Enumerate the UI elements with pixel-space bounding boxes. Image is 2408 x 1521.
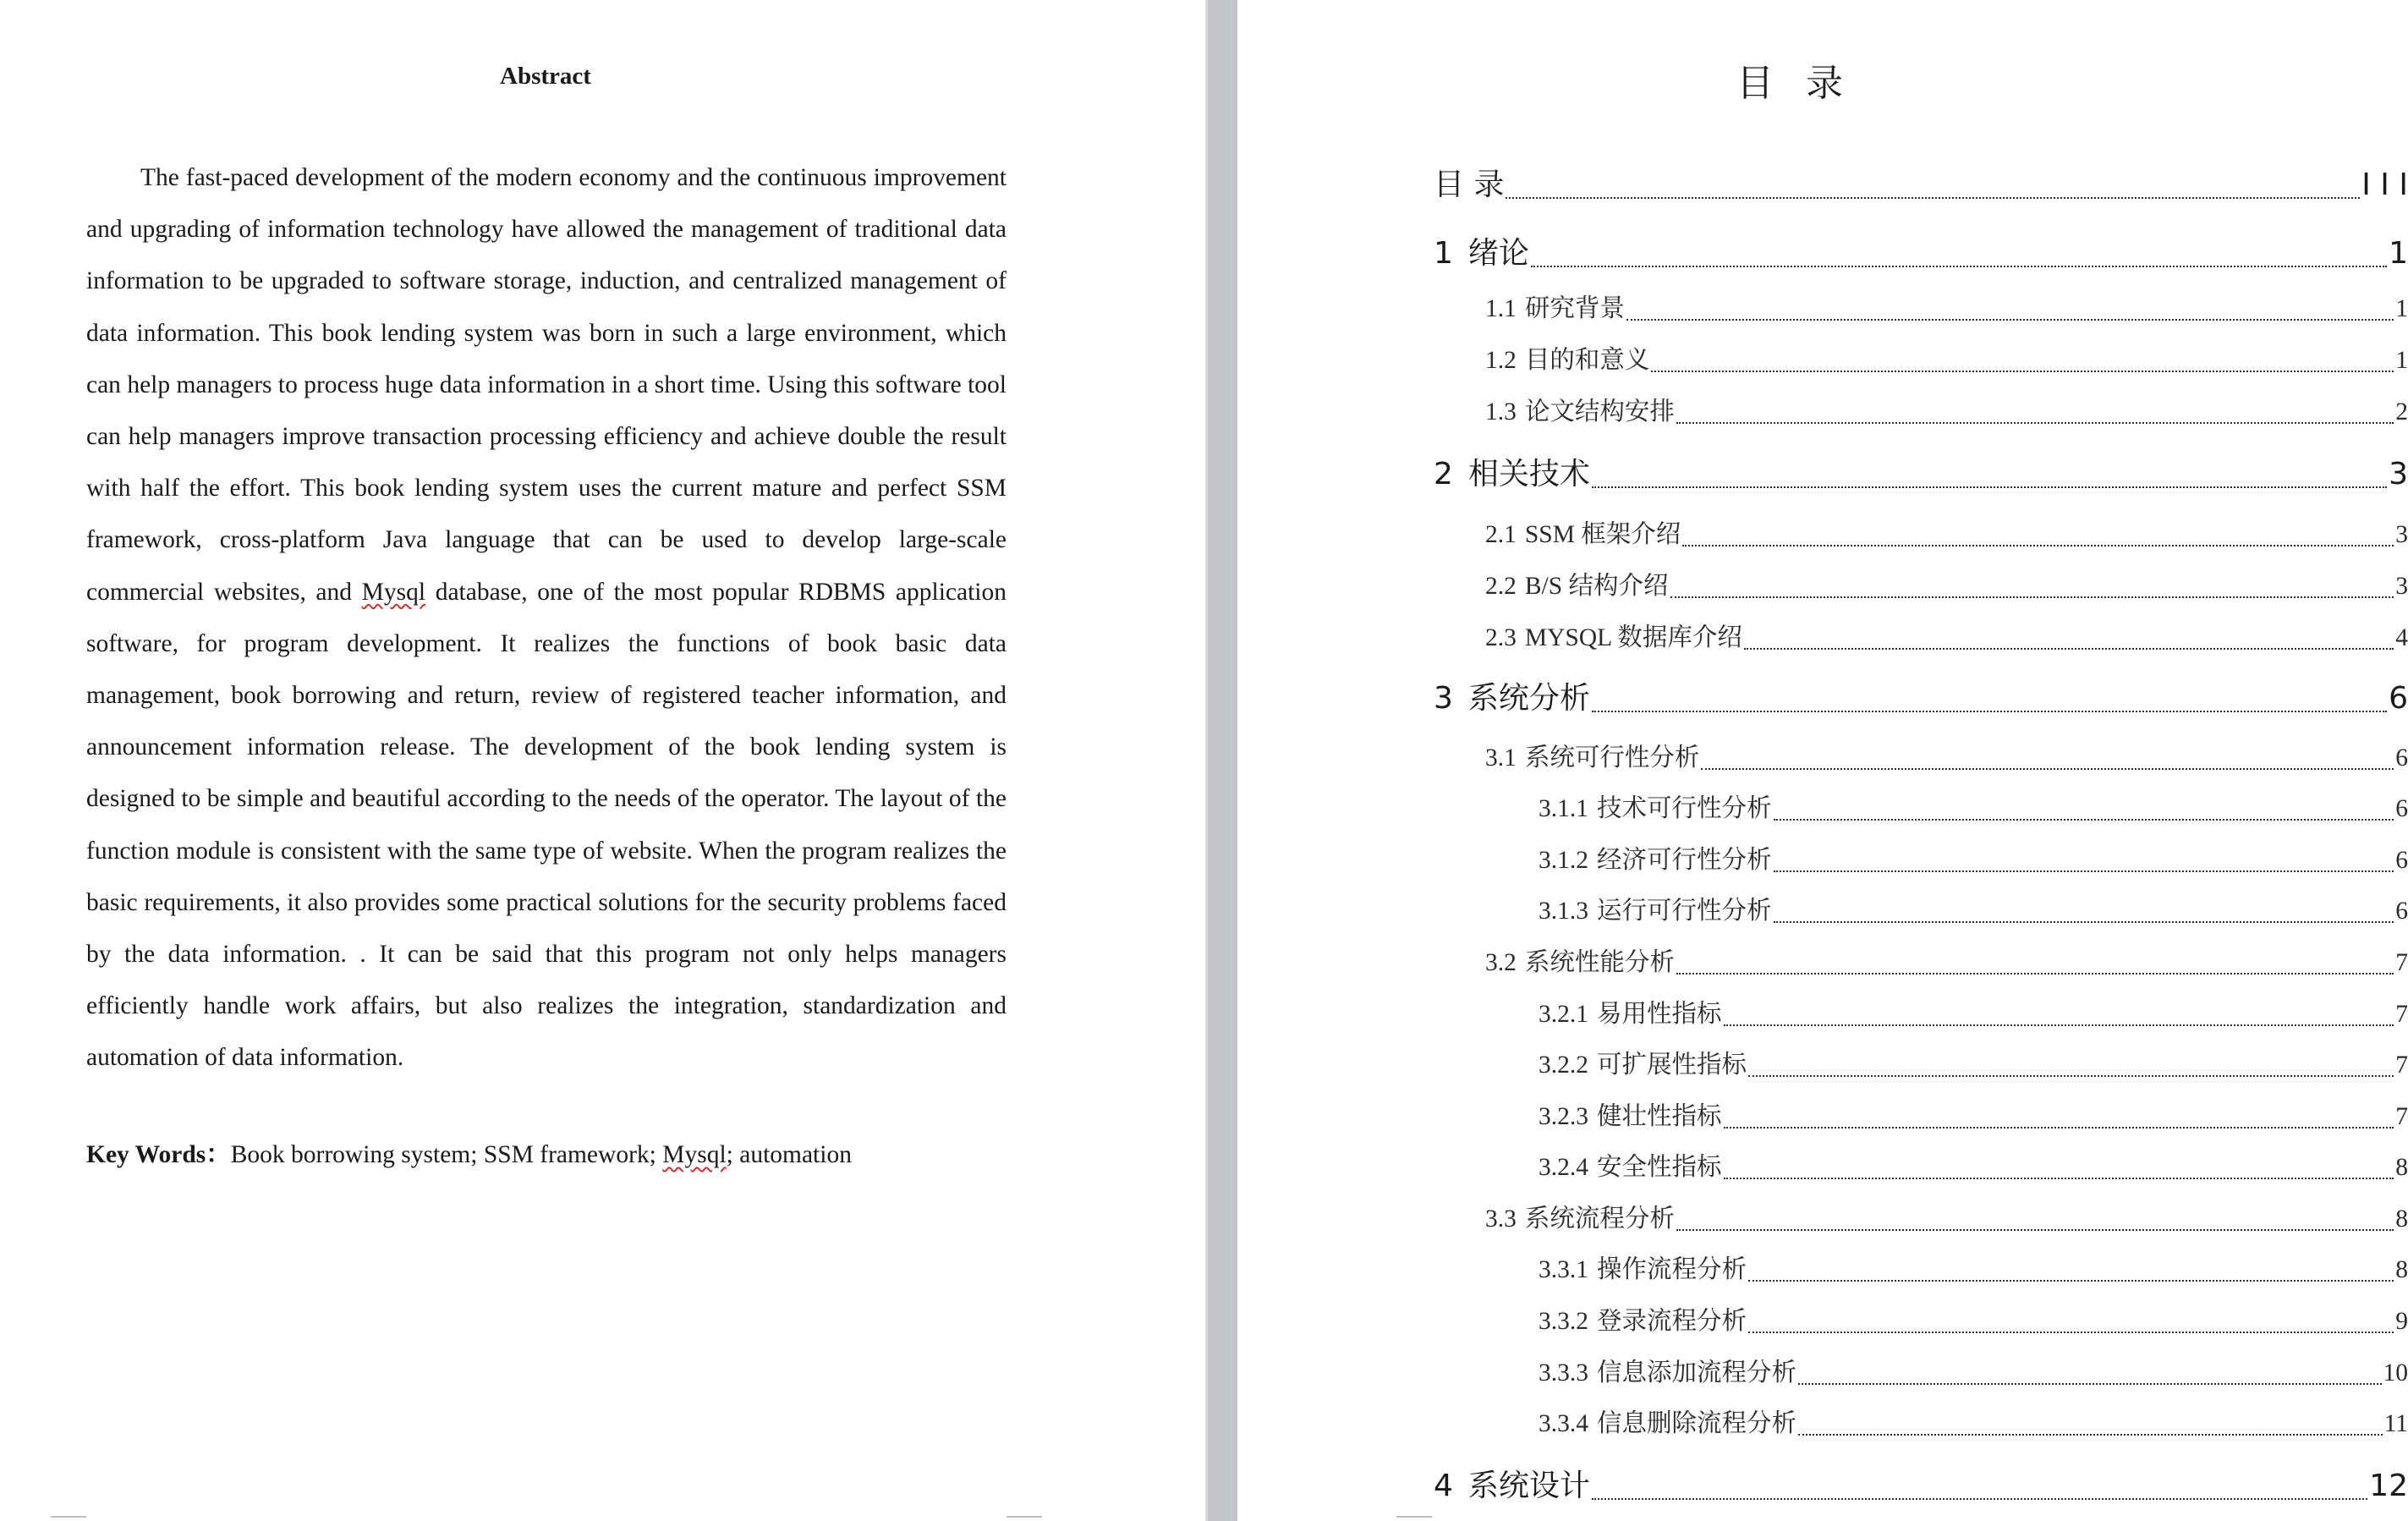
toc-entry-number: 1.3 <box>1485 398 1517 426</box>
toc-entry-title <box>1539 1249 1747 1285</box>
toc-entry[interactable] <box>1539 1301 2408 1337</box>
toc-entry-number: 3.2 <box>1485 949 1517 976</box>
toc-entry-number: 2 <box>1434 457 1453 491</box>
toc-entry-label: 系统分析 <box>1467 681 1590 716</box>
toc-entry-page: 10 <box>2383 1359 2408 1386</box>
toc-leader-dots <box>1531 250 2387 267</box>
toc-entry[interactable] <box>1434 161 2408 204</box>
toc-leader-dots <box>1682 532 2394 546</box>
abstract-body <box>86 152 1007 1084</box>
toc-leader-dots <box>1724 1114 2394 1128</box>
toc-entry-title <box>1539 1403 1796 1439</box>
toc-entry-label: 安全性指标 <box>1597 1154 1722 1181</box>
toc-entry-label: B/S 结构介绍 <box>1524 573 1669 600</box>
toc-entry-page: 8 <box>2395 1256 2408 1283</box>
toc-entry-label: 登录流程分析 <box>1597 1308 1747 1335</box>
toc-title: 目 录 <box>1736 62 1853 105</box>
toc-entry-title <box>1485 392 1675 427</box>
toc-entry-page: 3 <box>2395 521 2408 548</box>
toc-entry[interactable] <box>1485 392 2408 427</box>
toc-entry-label: 信息删除流程分析 <box>1597 1410 1797 1437</box>
toc-entry-title <box>1434 161 1504 204</box>
toc-entry-page: 7 <box>2395 1052 2408 1079</box>
toc-entry-label: 相关技术 <box>1467 457 1590 491</box>
toc-entry-page: 2 <box>2395 398 2408 426</box>
page-corner-mark <box>1007 1516 1042 1518</box>
toc-entry-label: SSM 框架介绍 <box>1524 521 1681 548</box>
abstract-body-text: The fast-paced development of the modern economy and the continuous improvement and upgrading of information technology have allowed the management of traditional data information to be upgraded to software storage, induction, and centralized management of data information. This book lending system was born in such a large environment, which can help managers to process huge data information in a short time. Using this software tool can help managers improve transaction processing efficiency and achieve double the result with half the effort. This book lending system uses the current mature and perfect SSM framework, cross-platform Java language that can be used to develop large-scale commercial websites, and <box>86 164 1007 606</box>
toc-entry-number: 1.1 <box>1485 295 1517 322</box>
toc-entry-number: 1.2 <box>1485 347 1517 374</box>
toc-entry-page: 1 <box>2389 236 2408 271</box>
toc-entry-label: 可扩展性指标 <box>1597 1052 1747 1079</box>
toc-entry-number: 3.3.2 <box>1539 1308 1588 1335</box>
toc-entry-label: 绪论 <box>1467 236 1529 271</box>
toc-entry[interactable] <box>1485 514 2408 550</box>
toc-entry-number: 3.2.2 <box>1539 1052 1588 1079</box>
toc-entry-page: 3 <box>2389 457 2408 491</box>
toc-entry[interactable] <box>1434 674 2408 717</box>
toc-entry-title <box>1485 942 1675 978</box>
misspelled-word-mysql[interactable]: Mysql <box>361 578 426 606</box>
toc-entry[interactable] <box>1434 450 2408 493</box>
page-corner-mark <box>51 1516 86 1518</box>
toc-leader-dots <box>1701 755 2394 770</box>
toc-entry-number: 2.3 <box>1485 624 1517 651</box>
toc-entry-number: 3.3.1 <box>1539 1256 1588 1283</box>
toc-leader-dots <box>1651 358 2394 372</box>
toc-entry[interactable] <box>1434 229 2408 272</box>
misspelled-keyword-mysql[interactable]: Mysql <box>662 1141 727 1168</box>
toc-entry-title <box>1539 1353 1796 1388</box>
toc-entry[interactable] <box>1539 994 2408 1030</box>
toc-entry-number: 4 <box>1434 1469 1453 1503</box>
toc-entry[interactable] <box>1539 1045 2408 1080</box>
toc-entry-label: 系统设计 <box>1467 1469 1590 1503</box>
toc-entry-title <box>1485 618 1742 653</box>
toc-entry-number: 3.2.4 <box>1539 1154 1588 1181</box>
toc-entry-label: 操作流程分析 <box>1597 1256 1747 1283</box>
toc-entry[interactable] <box>1539 840 2408 876</box>
toc-entry-page: 9 <box>2395 1308 2408 1335</box>
toc-entry-page: 3 <box>2395 573 2408 600</box>
toc-leader-dots <box>1744 635 2394 650</box>
toc-entry-title <box>1434 1462 1590 1505</box>
toc-entry-number: 1 <box>1434 236 1453 271</box>
toc-leader-dots <box>1774 909 2394 923</box>
page-corner-mark <box>1396 1516 1432 1518</box>
toc-entry-title <box>1539 1045 1747 1080</box>
toc-entry-label: 运行可行性分析 <box>1597 898 1772 925</box>
toc-entry-number: 3.3.3 <box>1539 1359 1588 1386</box>
toc-entry-label: 系统性能分析 <box>1524 949 1675 976</box>
toc-entry-label: 信息添加流程分析 <box>1597 1359 1797 1386</box>
toc-entry[interactable] <box>1485 288 2408 324</box>
toc-page <box>1237 0 2406 1521</box>
toc-entry-number: 3.2.3 <box>1539 1103 1588 1130</box>
toc-entry-page: 8 <box>2395 1205 2408 1233</box>
toc-entry-title <box>1539 891 1772 926</box>
toc-entry-page: 12 <box>2369 1469 2408 1503</box>
toc-entry-title <box>1485 566 1669 601</box>
toc-leader-dots <box>1670 584 2394 598</box>
keywords-text: Book borrowing system; SSM framework; <box>230 1141 663 1168</box>
toc-entry[interactable] <box>1539 1096 2408 1132</box>
toc-entry-page: 4 <box>2395 624 2408 651</box>
toc-leader-dots <box>1724 1012 2394 1026</box>
toc-entry-number: 3.3 <box>1485 1205 1517 1233</box>
toc-entry-title <box>1434 450 1590 493</box>
toc-leader-dots <box>1748 1267 2394 1282</box>
toc-entry-page: 6 <box>2395 795 2408 822</box>
toc-entry-title <box>1539 994 1722 1030</box>
toc-entry-page: 11 <box>2383 1410 2408 1437</box>
toc-entry[interactable] <box>1485 1199 2408 1234</box>
toc-entry-label: 目的和意义 <box>1524 347 1650 374</box>
toc-leader-dots <box>1748 1063 2394 1077</box>
toc-entry-number: 3.1.1 <box>1539 795 1588 822</box>
toc-leader-dots <box>1592 695 2387 712</box>
toc-entry-page: 6 <box>2389 681 2408 716</box>
toc-entry-label: 易用性指标 <box>1597 1001 1722 1028</box>
toc-entry-title <box>1485 288 1625 324</box>
toc-entry-title <box>1539 788 1772 824</box>
toc-entry-page: 7 <box>2395 949 2408 976</box>
toc-leader-dots <box>1592 471 2387 488</box>
toc-entry-page: 8 <box>2395 1154 2408 1181</box>
toc-entry-page: 6 <box>2395 898 2408 925</box>
toc-leader-dots <box>1774 858 2394 872</box>
toc-entry[interactable] <box>1485 566 2408 601</box>
keywords-label: Key Words： <box>86 1141 231 1168</box>
toc-leader-dots <box>1748 1319 2394 1333</box>
toc-leader-dots <box>1724 1165 2394 1179</box>
toc-leader-dots <box>1626 306 2394 321</box>
toc-entry-page: 7 <box>2395 1103 2408 1130</box>
toc-leader-dots <box>1774 806 2394 821</box>
keywords-line <box>86 1136 1017 1173</box>
abstract-body-text-cont: database, one of the most popular RDBMS application software, for program development. It realizes the functions of book basic data management, book borrowing and return, review of registered teacher information, and announcement information release. The development of the book lending system is designed to be simple and beautiful according to the needs of the operator. The layout of the function module is consistent with the same type of website. When the program realizes the basic requirements, it also provides some practical solutions for the security problems faced by the data information. . It can be said that this program not only helps managers efficiently handle work affairs, but also realizes the integration, standardization and automation of data information. <box>86 578 1007 1072</box>
toc-entry-number: 3.1 <box>1485 744 1517 771</box>
toc-entry-number: 3.3.4 <box>1539 1410 1588 1437</box>
toc-entry-title <box>1539 840 1772 876</box>
toc-entry-title <box>1485 340 1649 376</box>
toc-entry[interactable] <box>1485 738 2408 773</box>
toc-entry-number: 2.1 <box>1485 521 1517 548</box>
toc-entry[interactable] <box>1485 618 2408 653</box>
toc-entry-label: 目 录 <box>1434 167 1505 202</box>
toc-entry[interactable] <box>1539 1249 2408 1285</box>
gutter-edge <box>1205 0 1208 1521</box>
toc-entry-label: 论文结构安排 <box>1524 398 1675 426</box>
toc-entry[interactable] <box>1539 1403 2408 1439</box>
toc-entry[interactable] <box>1434 1462 2408 1505</box>
toc-leader-dots <box>1676 409 2394 424</box>
toc-entry-label: MYSQL 数据库介绍 <box>1524 624 1742 651</box>
toc-leader-dots <box>1506 182 2360 199</box>
toc-entry-page: 1 <box>2395 347 2408 374</box>
toc-entry-page: 1 <box>2395 295 2408 322</box>
toc-entry-label: 系统可行性分析 <box>1524 744 1700 771</box>
toc-entry-label: 技术可行性分析 <box>1597 795 1772 822</box>
page-gutter <box>1205 0 1237 1521</box>
toc-entry-title <box>1485 514 1681 550</box>
toc-entry-label: 研究背景 <box>1524 295 1625 322</box>
toc-leader-dots <box>1798 1370 2381 1385</box>
toc-entry-label: 经济可行性分析 <box>1597 847 1772 874</box>
toc-entry-title <box>1434 229 1529 272</box>
toc-entry-number: 3.1.3 <box>1539 898 1588 925</box>
toc-entry-title <box>1539 1096 1722 1132</box>
toc-leader-dots <box>1676 1216 2394 1231</box>
toc-entry-page: I I I <box>2361 167 2408 202</box>
toc-entry[interactable] <box>1485 340 2408 376</box>
toc-entry[interactable] <box>1539 1353 2408 1388</box>
toc-entry[interactable] <box>1539 891 2408 926</box>
toc-entry-page: 6 <box>2395 847 2408 874</box>
toc-leader-dots <box>1676 960 2394 975</box>
toc-entry[interactable] <box>1539 788 2408 824</box>
toc-entry-label: 健壮性指标 <box>1597 1103 1722 1130</box>
toc-entry-title <box>1485 1199 1675 1234</box>
toc-entry-number: 3.2.1 <box>1539 1001 1588 1028</box>
toc-leader-dots <box>1798 1421 2383 1436</box>
toc-entry-page: 7 <box>2395 1001 2408 1028</box>
toc-entry-number: 3 <box>1434 681 1453 716</box>
toc-leader-dots <box>1592 1483 2367 1500</box>
toc-entry-title <box>1434 674 1590 717</box>
toc-entry-label: 系统流程分析 <box>1524 1205 1675 1233</box>
toc-entry-title <box>1485 738 1699 773</box>
toc-entry-number: 3.1.2 <box>1539 847 1588 874</box>
toc-entry-number: 2.2 <box>1485 573 1517 600</box>
toc-entry-title <box>1539 1147 1722 1183</box>
abstract-title: Abstract <box>500 63 591 90</box>
toc-entry[interactable] <box>1539 1147 2408 1183</box>
toc-entry-title <box>1539 1301 1747 1337</box>
keywords-text-end: ; automation <box>726 1141 852 1168</box>
toc-entry[interactable] <box>1485 942 2408 978</box>
toc-entry-page: 6 <box>2395 744 2408 771</box>
